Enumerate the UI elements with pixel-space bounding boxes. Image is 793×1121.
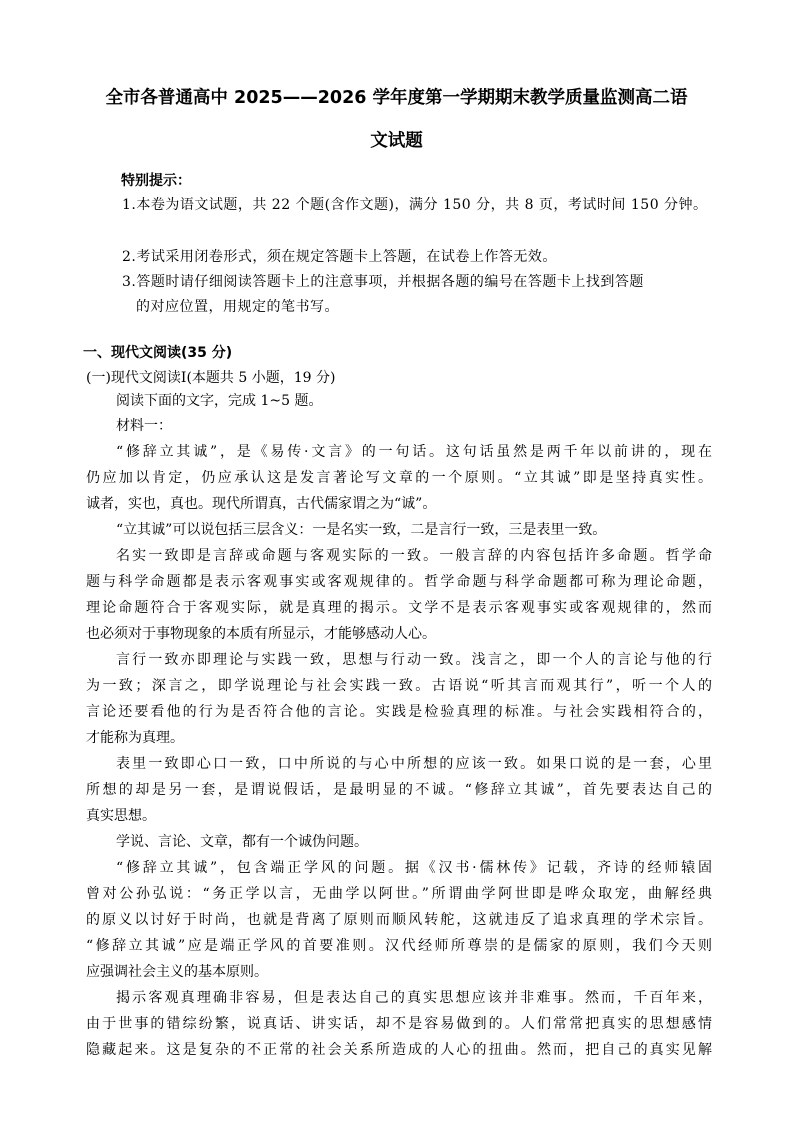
reading-instruction: 阅读下面的文字，完成 1~5 题。 [116,393,323,409]
passage-line: 的原义以讨好于时尚，也就是背离了原则而顺风转舵，这就违反了追求真理的学术宗旨。 [86,912,712,928]
passage-line: “修辞立其诚”应是端正学风的首要准则。汉代经师所尊崇的是儒家的原则，我们今天则 [86,938,712,954]
notice-item-1: 1.本卷为语文试题，共 22 个题(含作文题)，满分 150 分，共 8 页，考试时间 150 分钟。 [122,197,708,213]
passage-line: “修辞立其诚”，是《易传·文言》的一句话。这句话虽然是两千年以前讲的，现在 [116,444,712,460]
passage-line: “修辞立其诚”，包含端正学风的问题。据《汉书·儒林传》记载，齐诗的经师辕固 [116,860,712,876]
notice-item-3-line2: 的对应位置，用规定的笔书写。 [136,299,339,315]
passage-line: 应强调社会主义的基本原则。 [86,964,268,980]
passage-line: 所想的却是另一套，是谓说假话，是最明显的不诚。“修辞立其诚”，首先要表达自己的 [86,782,712,798]
notice-heading: 特别提示： [121,173,191,189]
notice-item-3 [122,270,720,320]
passage-line: 才能称为真理。 [86,730,184,746]
notice-item-2: 2.考试采用闭卷形式，须在规定答题卡上答题，在试卷上作答无效。 [122,249,557,265]
section-heading: 一、现代文阅读(35 分) [83,345,233,361]
passage-line: 诚者，实也，真也。现代所谓真，古代儒家谓之为“诚”。 [86,496,437,512]
passage-line: 真实思想。 [86,808,156,824]
passage-line: 仍应加以肯定，仍应承认这是发言著论写文章的一个原则。“立其诚”即是坚持真实性。 [86,470,712,486]
passage-line: 名实一致即是言辞或命题与客观实际的一致。一般言辞的内容包括许多命题。哲学命 [116,548,712,564]
exam-title-line2: 文试题 [370,131,423,151]
passage-line: 为一致；深言之，即学说理论与社会实践一致。古语说“听其言而观其行”，听一个人的 [86,678,712,694]
passage-line: 曾对公孙弘说：“务正学以言，无曲学以阿世。”所谓曲学阿世即是哗众取宠，曲解经典 [86,886,712,902]
passage-line: 也必须对于事物现象的本质有所显示，才能够感动人心。 [86,626,436,642]
passage-line: 学说、言论、文章，都有一个诚伪问题。 [116,834,368,850]
passage-line: 隐藏起来。这是复杂的不正常的社会关系所造成的人心的扭曲。然而，把自己的真实见解 [86,1042,712,1058]
passage-line: 揭示客观真理确非容易，但是表达自己的真实思想应该并非难事。然而，千百年来， [116,990,712,1006]
passage-line: 理论命题符合于客观实际，就是真理的揭示。文学不是表示客观事实或客观规律的，然而 [86,600,712,616]
passage-line: 言论还要看他的行为是否符合他的言论。实践是检验真理的标准。与社会实践相符合的， [86,704,712,720]
subsection-heading: (一)现代文阅读Ⅰ(本题共 5 小题，19 分) [86,370,336,386]
exam-title-line1: 全市各普通高中 2025——2026 学年度第一学期期末教学质量监测高二语 [105,88,688,108]
passage-line: 题与科学命题都是表示客观事实或客观规律的。哲学命题与科学命题都可称为理论命题， [86,574,712,590]
notice-item-3-line1: 3.答题时请仔细阅读答题卡上的注意事项，并根据各题的编号在答题卡上找到答题 [122,274,644,290]
passage-line: “立其诚”可以说包括三层含义：一是名实一致，二是言行一致，三是表里一致。 [116,522,607,538]
passage-line: 言行一致亦即理论与实践一致，思想与行动一致。浅言之，即一个人的言论与他的行 [116,652,712,668]
material-label: 材料一： [116,418,172,434]
passage-line: 表里一致即心口一致，口中所说的与心中所想的应该一致。如果口说的是一套，心里 [116,756,712,772]
passage-line: 由于世事的错综纷繁，说真话、讲实话，却不是容易做到的。人们常常把真实的思想感情 [86,1016,712,1032]
